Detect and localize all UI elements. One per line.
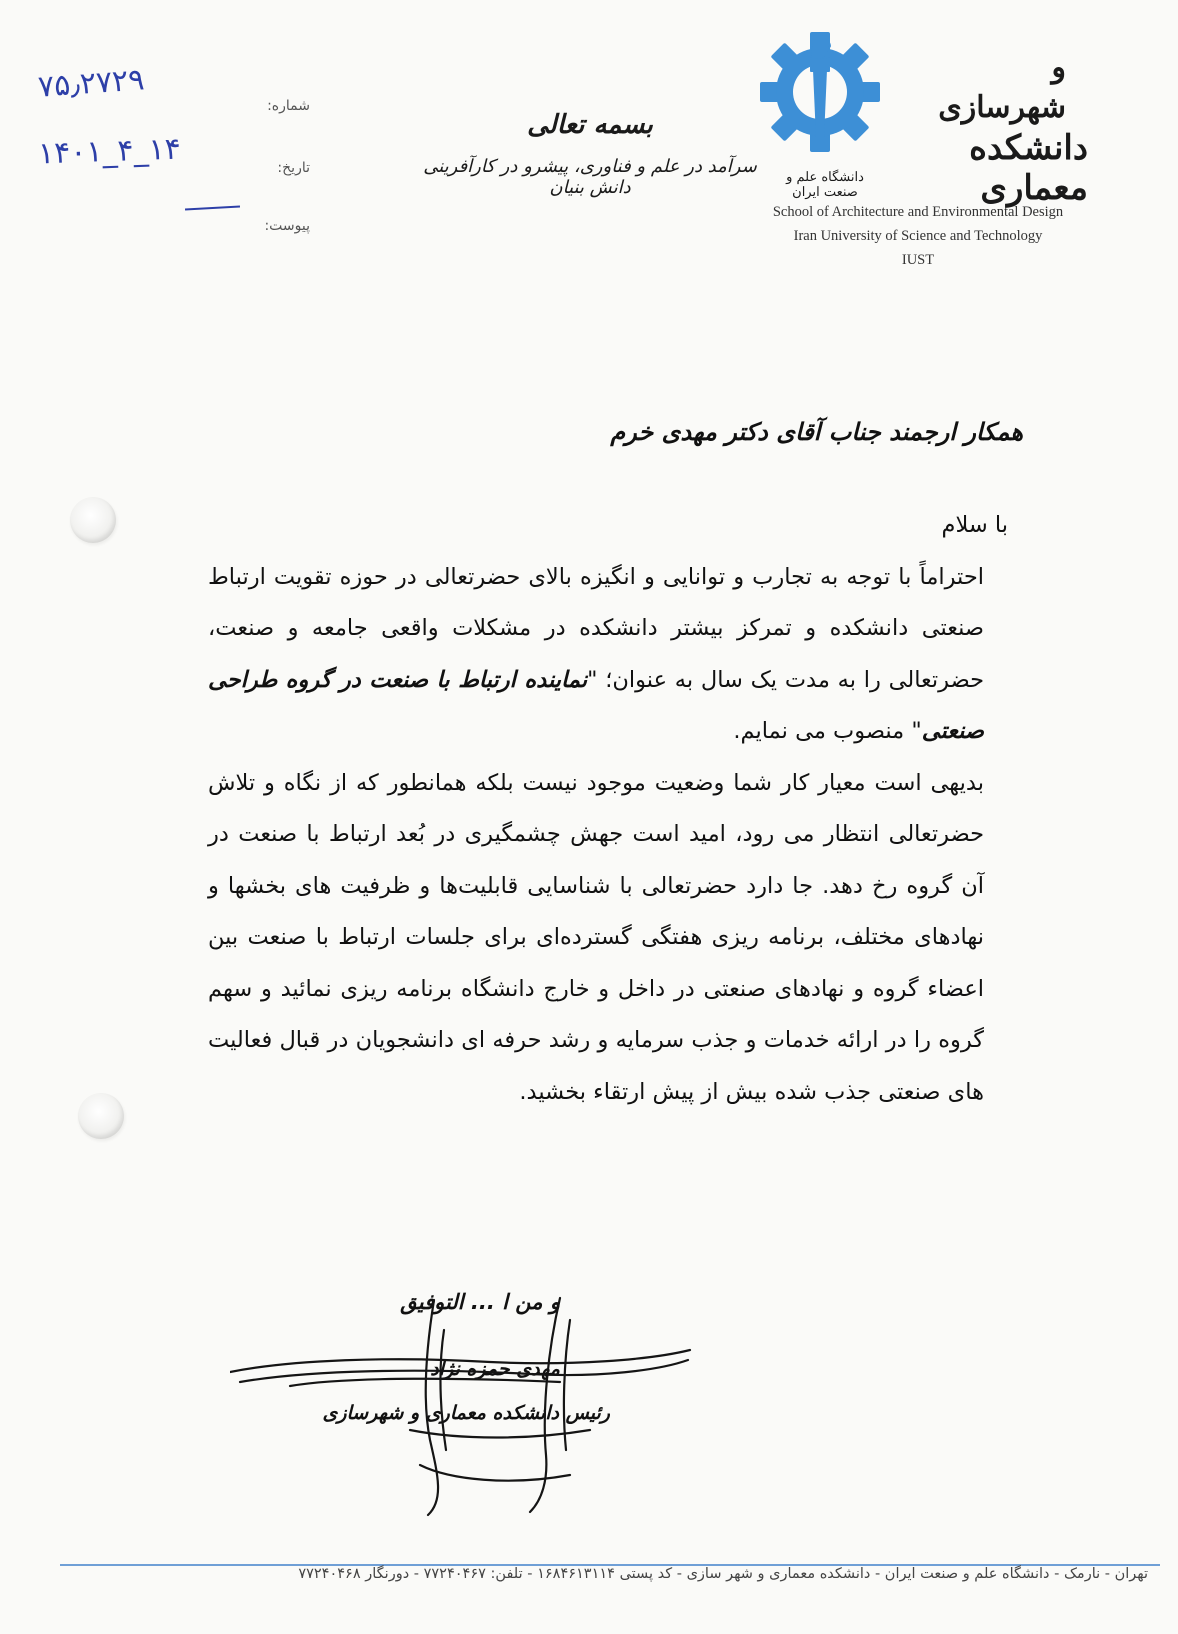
gear-torch-icon (758, 30, 888, 190)
signature (230, 1290, 710, 1520)
number-label: شماره: (267, 98, 310, 114)
appointment-title: نماینده ارتباط با صنعت در گروه طراحی صنعتی (208, 666, 984, 744)
date-label: تاریخ: (277, 160, 310, 176)
closing-prayer: و من ا ... التوفیق (400, 1290, 560, 1314)
punch-hole-top (70, 497, 116, 543)
signatory-name: مهدی حمزه نژاد (430, 1358, 560, 1380)
attachment-dash (185, 206, 240, 211)
footer-address: تهران - نارمک - دانشگاه علم و صنعت ایران - دانشکده معماری و شهر سازی - کد پستی ۱۶۸۴۶۱۳۱۱۴ - تلفن: ۷۷۲۴۰۴۶۷ - دورنگار ۷۷۲۴۰۴۶۸ (298, 1566, 1148, 1582)
university-motto: سرآمد در علم و فناوری، پیشرو در کارآفرینی دانش بنیان (423, 156, 757, 198)
faculty-name-fa-line1: دانشکده معماری (969, 128, 1088, 208)
paragraph-2: بدیهی است معیار کار شما وضعیت موجود نیست بلکه همانطور که از نگاه و تلاش حضرتعالی انتظار می رود، امید است جهش چشمگیری در بُعد ارتباط با صنعت در آن گروه رخ دهد. جا دارد حضرتعالی با شناسایی قابلیت‌ها و ظرفیت های بخشها و نهادهای مختلف، برنامه ریزی هفتگی گسترده‌ای برای جلسات ارتباط با صنعت بین اعضاء گروه و نهادهای صنعتی در داخل و خارج دانشگاه برنامه ریزی نمائید و سهم گروه را در ارائه خدمات و جذب سرمایه و رشد حرفه ای دانشجویان در قبال فعالیت های صنعتی جذب شده بیش از پیش ارتقاء بخشید. (208, 769, 984, 1105)
greeting: با سلام (941, 512, 1008, 538)
date-value: ۱۴۰۱_۴_۱۴ (37, 131, 182, 172)
attachment-label: پیوست: (264, 218, 310, 234)
number-value: ۷۵٫۲۷۲۹ (36, 62, 146, 105)
letterhead-motto (420, 110, 760, 198)
paragraph-1-end: " منصوب می نمایم. (733, 718, 922, 744)
university-abbr: IUST (901, 252, 935, 268)
faculty-name-en-block (748, 200, 1088, 272)
paragraph-1-text: احتراماً با توجه به تجارب و توانایی و انگیزه بالای حضرتعالی در حوزه تقویت ارتباط صنعتی دانشکده و تمرکز بیشتر دانشکده در مشکلات واقعی جامعه و صنعت، حضرتعالی را به مدت یک سال به عنوان؛ " (208, 563, 985, 693)
university-logo-block (758, 30, 1088, 280)
university-name-en: Iran University of Science and Technology (793, 228, 1043, 244)
faculty-name-fa (918, 48, 1088, 208)
paragraph-1 (208, 552, 1008, 758)
letter-body (208, 500, 1008, 1118)
punch-hole-bottom (78, 1093, 124, 1139)
faculty-name-fa-line2: و شهرسازی (938, 50, 1066, 125)
bismillah: بسمه تعالی (527, 110, 653, 140)
addressee: همکار ارجمند جناب آقای دکتر مهدی خرم (610, 418, 1023, 446)
signatory-title: رئیس دانشکده معماری و شهرسازی (322, 1402, 610, 1424)
faculty-name-en: School of Architecture and Environmental Design (772, 204, 1064, 220)
letter-meta (30, 60, 310, 250)
university-name-fa: دانشگاه علم و صنعت ایران (786, 170, 864, 200)
